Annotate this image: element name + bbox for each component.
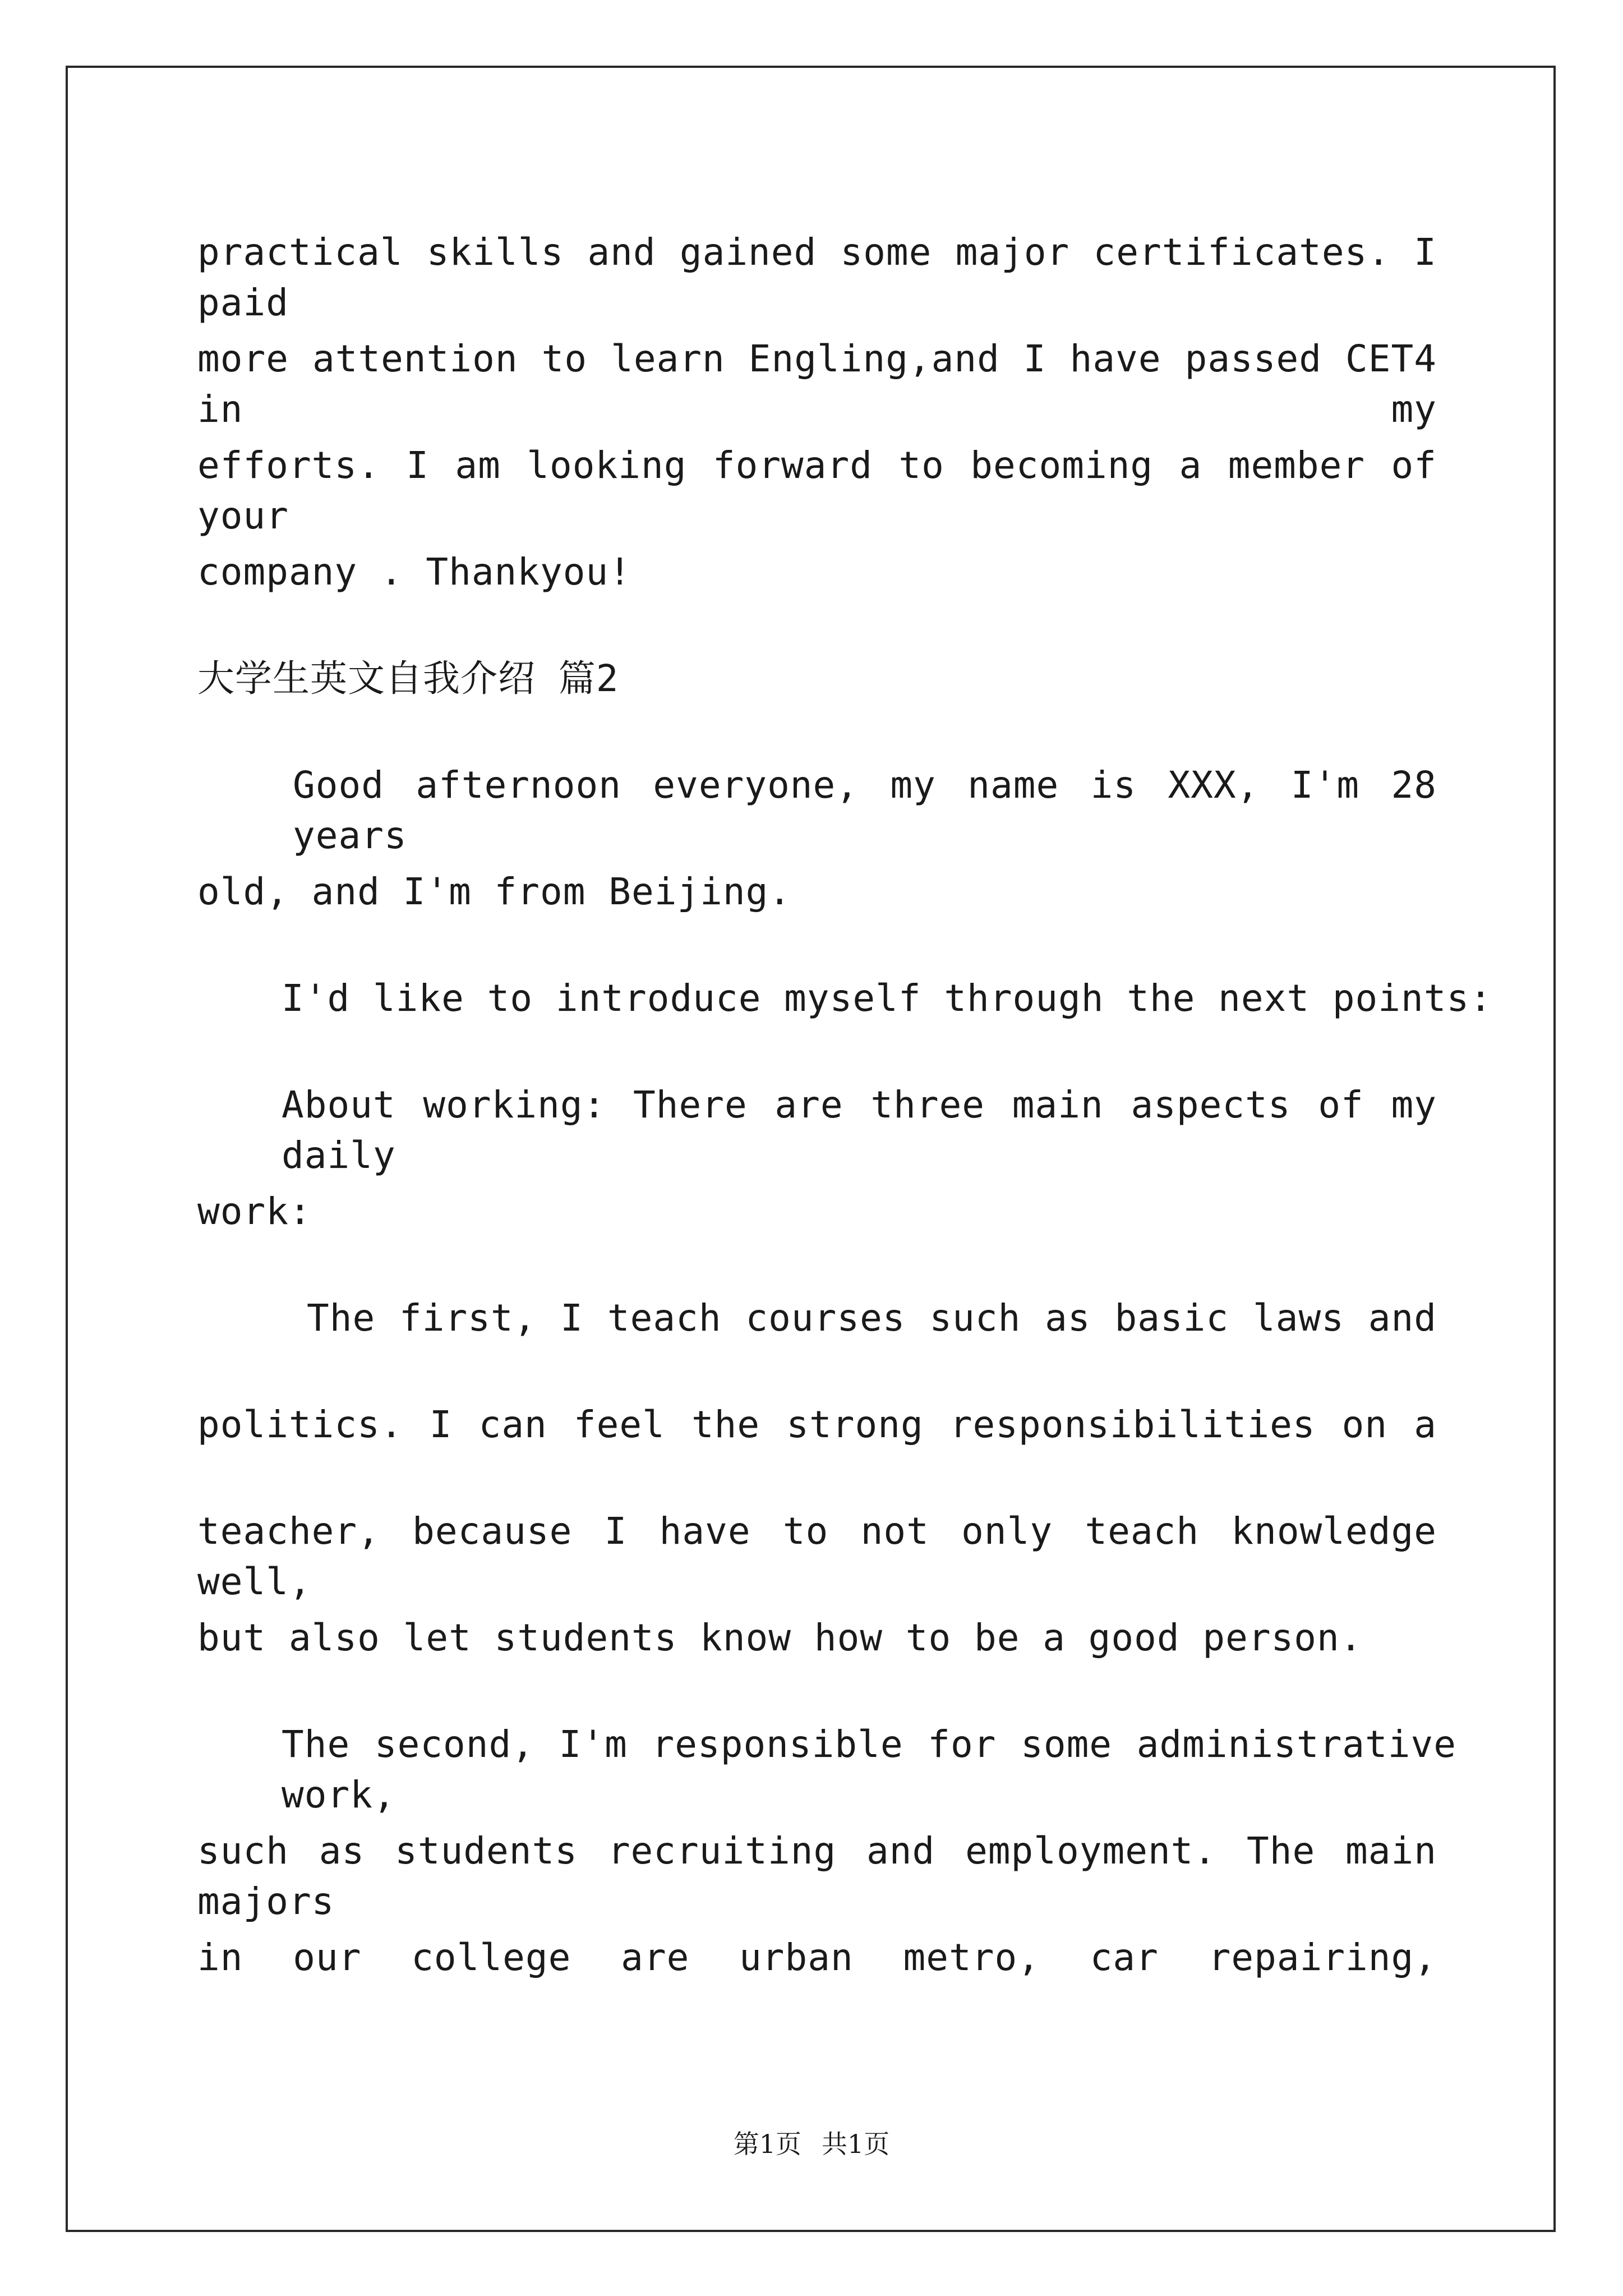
page-total: 共1页	[822, 2129, 890, 2159]
text-line: but also let students know how to be a good person.	[197, 1616, 1363, 1659]
text-line: in our college are urban metro, car repairing,	[197, 1936, 1437, 1979]
page-number: 第1页	[733, 2129, 801, 2159]
text-line: work:	[197, 1190, 312, 1233]
text-line: old, and I'm from Beijing.	[197, 870, 792, 913]
section-heading: 大学生英文自我介绍 篇2	[197, 657, 619, 700]
text-line: The second, I'm responsible for some administrative work,	[282, 1723, 1456, 1816]
text-line: efforts. I am looking forward to becoming a member of your	[197, 444, 1437, 537]
text-line: practical skills and gained some major certificates. I paid	[197, 231, 1437, 324]
text-line: politics. I can feel the strong responsibilities on a	[197, 1403, 1437, 1446]
text-line: I'd like to introduce myself through the next points:	[282, 977, 1492, 1020]
text-line: The first, I teach courses such as basic laws and	[307, 1296, 1437, 1340]
text-line: Good afternoon everyone, my name is XXX, I'm 28 years	[293, 763, 1437, 857]
page-footer	[0, 2127, 1623, 2161]
text-line: more attention to learn Engling,and I have passed CET4 in my	[197, 337, 1437, 431]
text-line: About working: There are three main aspects of my daily	[282, 1083, 1437, 1177]
text-line: teacher, because I have to not only teach knowledge well,	[197, 1510, 1437, 1603]
text-line: such as students recruiting and employment. The main majors	[197, 1829, 1437, 1923]
text-line: company . Thankyou!	[197, 550, 631, 593]
